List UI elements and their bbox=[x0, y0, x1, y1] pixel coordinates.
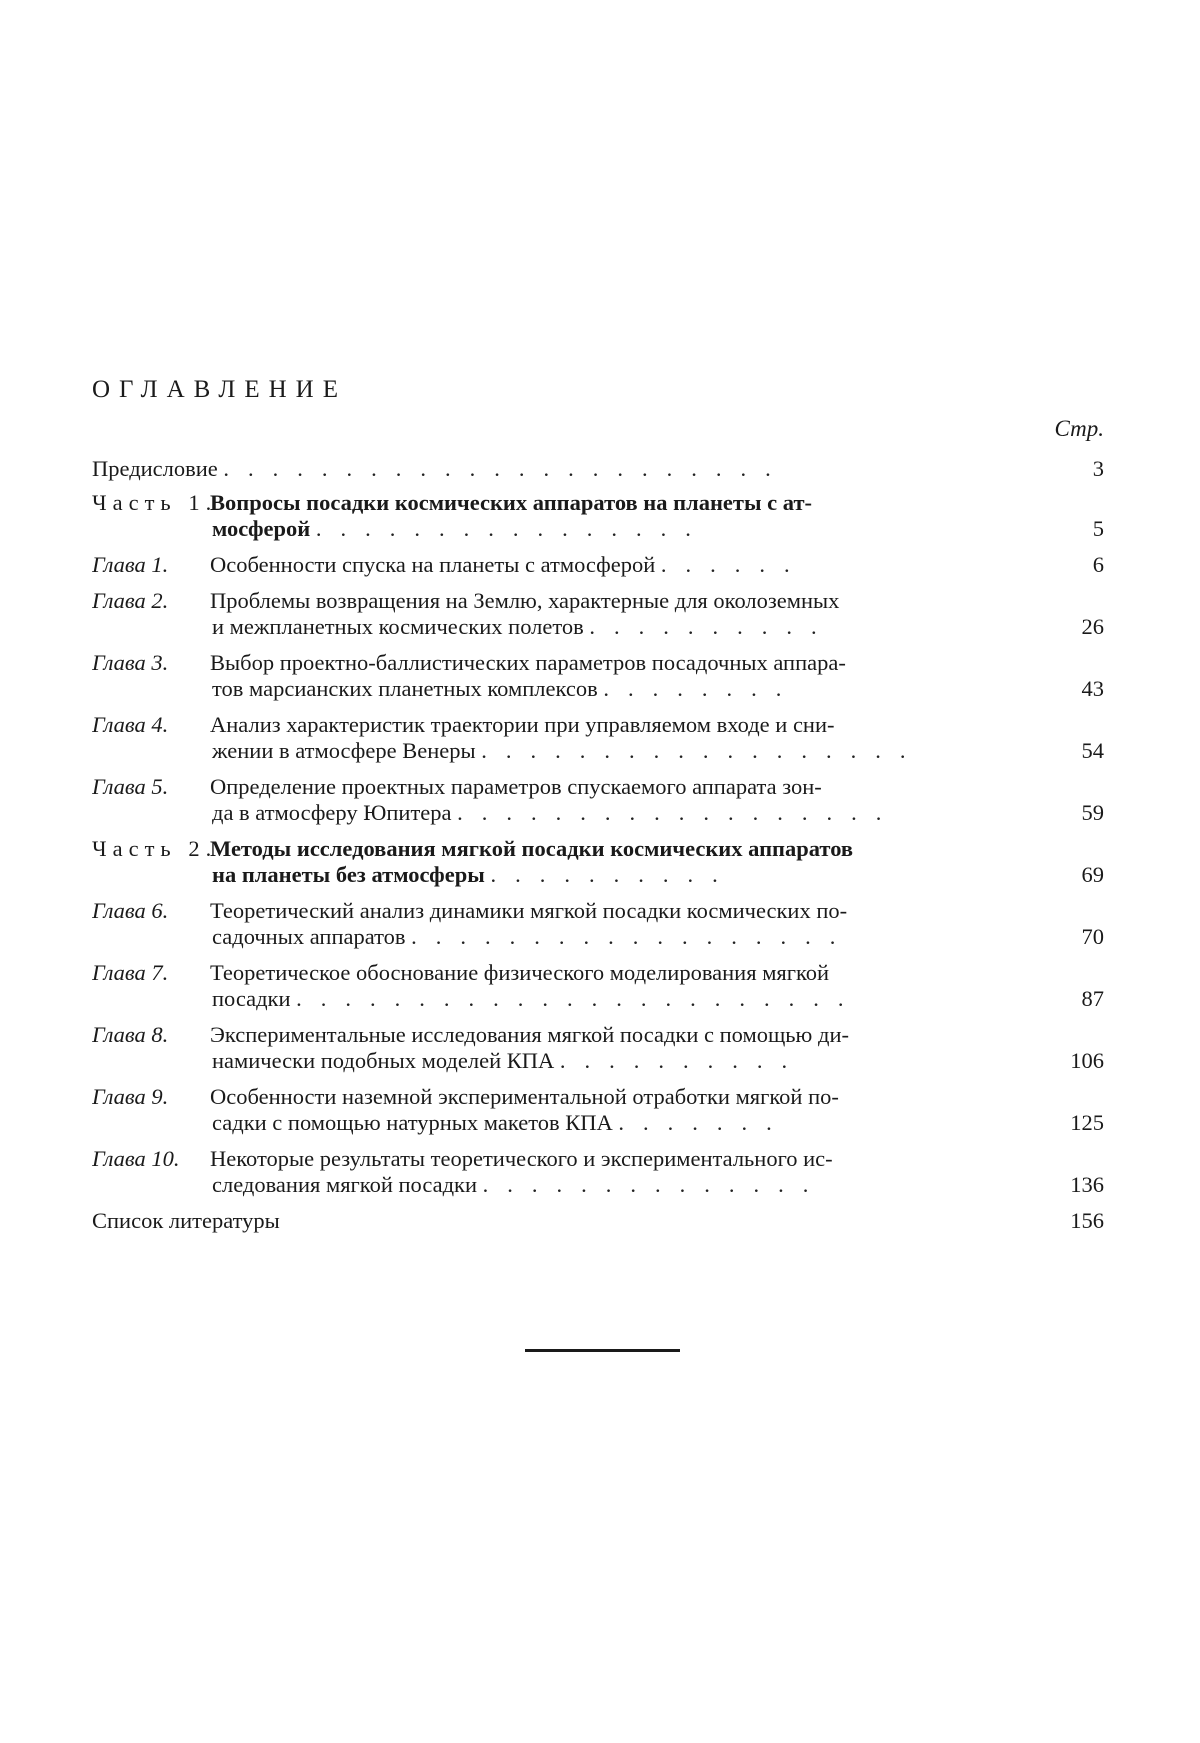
toc-entry-page: 106 bbox=[1070, 1048, 1104, 1073]
toc-entry-title-line-1: Теоретический анализ динамики мягкой посадки космических по- bbox=[210, 898, 848, 923]
toc-entry-chapter-1: Глава 1. Особенности спуска на планеты с атмосферой ...... 6 bbox=[92, 552, 1104, 577]
page-column-header: Стр. bbox=[1054, 416, 1104, 441]
toc-entry-label: Глава 3. bbox=[92, 650, 169, 675]
toc-entry-label: Глава 6. bbox=[92, 898, 169, 923]
toc-entry-title-line-2: мосферой bbox=[212, 516, 311, 541]
toc-heading: ОГЛАВЛЕНИЕ bbox=[92, 376, 347, 403]
toc-entry-page: 136 bbox=[1070, 1172, 1104, 1197]
toc-entry-part-1: Часть 1.Вопросы посадки космических аппаратов на планеты с ат- мосферой ................ 5 bbox=[92, 490, 1104, 541]
toc-entry-title-line-2: и межпланетных космических полетов bbox=[212, 614, 584, 639]
toc-entry-page: 59 bbox=[1081, 800, 1104, 825]
toc-entry-bibliography bbox=[92, 1208, 1104, 1234]
toc-entry-page: 26 bbox=[1081, 614, 1104, 639]
toc-entry-title-line-1: Вопросы посадки космических аппаратов на планеты с ат- bbox=[210, 490, 812, 515]
toc-entry-label: Глава 5. bbox=[92, 774, 169, 799]
toc-entry-label: Глава 1. bbox=[92, 552, 169, 577]
toc-entry-title-line-2: да в атмосферу Юпитера bbox=[212, 800, 452, 825]
toc-entry-label: Глава 2. bbox=[92, 588, 169, 613]
toc-entry-page: 125 bbox=[1070, 1110, 1104, 1135]
toc-entry-page: 3 bbox=[1092, 456, 1104, 481]
toc-entry-page: 156 bbox=[1070, 1208, 1104, 1233]
toc-entry-title-line-2: жении в атмосфере Венеры bbox=[212, 738, 476, 763]
toc-entry-page: 43 bbox=[1081, 676, 1104, 701]
toc-entry-label: Часть 2. bbox=[92, 836, 218, 861]
toc-entry-title: Предисловие bbox=[92, 456, 218, 481]
toc-entry-label: Глава 4. bbox=[92, 712, 169, 737]
toc-entry-title-line-2: посадки bbox=[212, 986, 291, 1011]
toc-entry-chapter-2: Глава 2. Проблемы возвращения на Землю, характерные для околоземных и межпланетных космических полетов .......... 26 bbox=[92, 588, 1104, 639]
toc-entry-chapter-5: Глава 5. Определение проектных параметров спускаемого аппарата зон- да в атмосферу Юпитера .................. 59 bbox=[92, 774, 1104, 825]
toc-entry-title-line-1: Некоторые результаты теоретического и экспериментального ис- bbox=[210, 1146, 833, 1171]
toc-entry-page: 69 bbox=[1081, 862, 1104, 887]
toc-entry-chapter-9: Глава 9. Особенности наземной экспериментальной отработки мягкой по- садки с помощью натурных макетов КПА ....... 125 bbox=[92, 1084, 1104, 1135]
toc-entry-label: Глава 9. bbox=[92, 1084, 169, 1109]
toc-entry-title-line-1: Особенности наземной экспериментальной отработки мягкой по- bbox=[210, 1084, 839, 1109]
closing-rule bbox=[525, 1349, 680, 1352]
toc-entry-title-line-2: намически подобных моделей КПА bbox=[212, 1048, 555, 1073]
toc-entry-page: 5 bbox=[1092, 516, 1104, 541]
toc-entry-title-line-1: Теоретическое обоснование физического моделирования мягкой bbox=[210, 960, 830, 985]
table-of-contents bbox=[92, 456, 1104, 1234]
toc-entry-title-line-1: Проблемы возвращения на Землю, характерные для околоземных bbox=[210, 588, 840, 613]
toc-entry-chapter-8: Глава 8. Экспериментальные исследования мягкой посадки с помощью ди- намически подобных моделей КПА .......... 106 bbox=[92, 1022, 1104, 1073]
toc-entry-title-line-1: Анализ характеристик траектории при управляемом входе и сни- bbox=[210, 712, 835, 737]
toc-entry-title-line-1: Выбор проектно-баллистических параметров посадочных аппара- bbox=[210, 650, 846, 675]
toc-entry-title-line-2: тов марсианских планетных комплексов bbox=[212, 676, 598, 701]
toc-entry-preface: Предисловие ....................... 3 bbox=[92, 456, 1104, 481]
toc-entry-page: 6 bbox=[1092, 552, 1104, 577]
toc-entry-title-line-2: садочных аппаратов bbox=[212, 924, 406, 949]
toc-entry-chapter-4: Глава 4. Анализ характеристик траектории при управляемом входе и сни- жении в атмосфере Венеры .................. 54 bbox=[92, 712, 1104, 763]
toc-entry-page: 54 bbox=[1081, 738, 1104, 763]
toc-entry-title-line-1: Экспериментальные исследования мягкой посадки с помощью ди- bbox=[210, 1022, 849, 1047]
toc-entry-label: Часть 1. bbox=[92, 490, 218, 515]
toc-entry-title-line-1: Особенности спуска на планеты с атмосферой bbox=[210, 552, 656, 577]
toc-entry-title-line-2: следования мягкой посадки bbox=[212, 1172, 478, 1197]
toc-entry-title-line-2: на планеты без атмосферы bbox=[212, 862, 485, 887]
toc-entry-title: Список литературы bbox=[92, 1208, 280, 1233]
toc-entry-chapter-3: Глава 3. Выбор проектно-баллистических параметров посадочных аппара- тов марсианских планетных комплексов ........ 43 bbox=[92, 650, 1104, 701]
toc-entry-chapter-7: Глава 7. Теоретическое обоснование физического моделирования мягкой посадки ....................... 87 bbox=[92, 960, 1104, 1011]
toc-entry-page: 87 bbox=[1081, 986, 1104, 1011]
toc-entry-label: Глава 7. bbox=[92, 960, 169, 985]
toc-entry-page: 70 bbox=[1081, 924, 1104, 949]
toc-entry-title-line-1: Определение проектных параметров спускаемого аппарата зон- bbox=[210, 774, 822, 799]
toc-entry-label: Глава 10. bbox=[92, 1146, 180, 1171]
toc-entry-title-line-2: садки с помощью натурных макетов КПА bbox=[212, 1110, 613, 1135]
toc-entry-part-2: Часть 2.Методы исследования мягкой посадки космических аппаратов на планеты без атмосферы .......... 69 bbox=[92, 836, 1104, 887]
toc-entry-label: Глава 8. bbox=[92, 1022, 169, 1047]
toc-entry-chapter-10: Глава 10. Некоторые результаты теоретического и экспериментального ис- следования мягкой посадки .............. 136 bbox=[92, 1146, 1104, 1197]
toc-entry-chapter-6: Глава 6. Теоретический анализ динамики мягкой посадки космических по- садочных аппаратов .................. 70 bbox=[92, 898, 1104, 949]
toc-entry-title-line-1: Методы исследования мягкой посадки космических аппаратов bbox=[210, 836, 854, 861]
